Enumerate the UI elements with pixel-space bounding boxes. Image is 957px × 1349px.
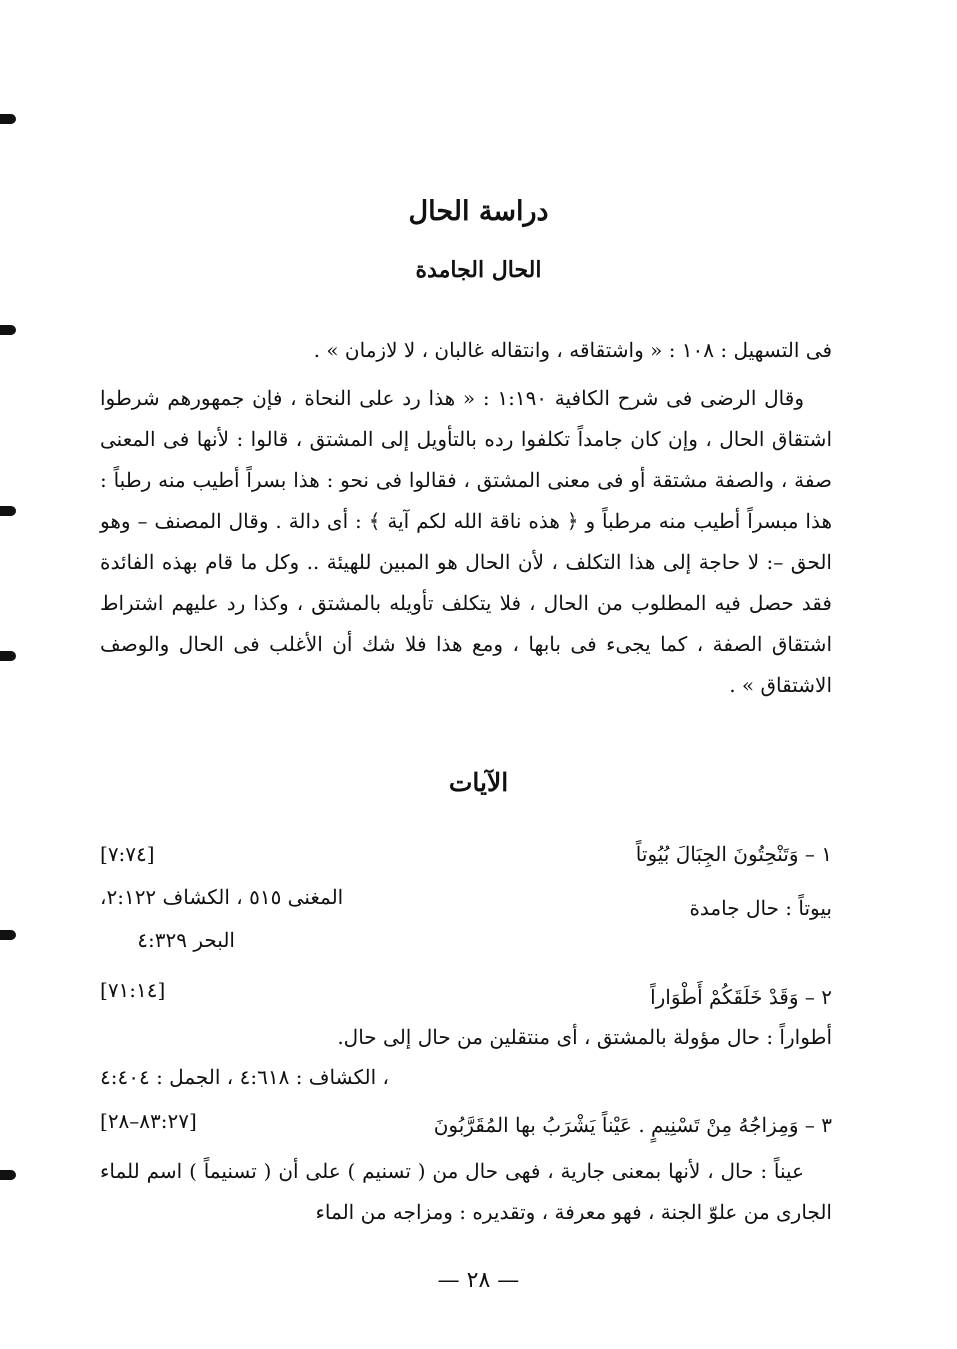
section-subtitle: الحال الجامدة <box>415 257 542 283</box>
verses-heading: الآيات <box>448 768 509 797</box>
margin-mark <box>0 651 16 661</box>
verse-text: ٣ – وَمِزاجُهُ مِنْ تَسْنِيمٍ . عَيْناً يَشْرَبُ بها المُقَرَّبُونَ <box>433 1113 832 1137</box>
intro-line: فى التسهيل : ١٠٨ : « واشتقاقه ، وانتقاله غالبان ، لا لازمان » . <box>313 338 832 362</box>
verse-source: ، الكشاف : ٤:٦١٨ ، الجمل : ٤:٤٠٤ <box>100 1065 389 1089</box>
margin-mark <box>0 506 16 516</box>
margin-mark <box>0 1170 16 1180</box>
verse-comment: أطواراً : حال مؤولة بالمشتق ، أى منتقلين من حال إلى حال. <box>337 1025 832 1049</box>
verse-reference: [٧١:١٤] <box>100 978 166 1002</box>
page-title: دراسة الحال <box>408 196 549 227</box>
verse-text: ٢ – وَقَدْ خَلَقَكُمْ أَطْوَاراً <box>650 985 832 1009</box>
verse-text: ١ – وَتَنْحِتُونَ الجِبَالَ بُيُوتاً <box>635 842 832 866</box>
verse-reference: [٧:٧٤] <box>100 842 155 866</box>
margin-mark <box>0 325 16 335</box>
verse-comment: عيناً : حال ، لأنها بمعنى جارية ، فهى حال من ( تسنيم ) على أن ( تسنيماً ) اسم للماء الجارى من علوّ الجنة ، فهو معرفة ، وتقديره : ومزاجه من الماء <box>100 1159 832 1224</box>
verse-comment: بيوتاً : حال جامدة <box>689 896 832 920</box>
verse-reference: [٨٣:٢٧–٢٨] <box>100 1109 197 1133</box>
margin-mark <box>0 114 16 124</box>
verse-source: المغنى ٥١٥ ، الكشاف ٢:١٢٢، <box>100 885 344 909</box>
quote-paragraph: وقال الرضى فى شرح الكافية ١:١٩٠ : « هذا رد على النحاة ، فإن جمهورهم شرطوا اشتقاق الحال ، وإن كان جامداً تكلفوا رده بالتأويل إلى المشتق ، قالوا : لأنها فى المعنى صفة ، والصفة مشتقة أو فى معنى المشتق ، فقالوا فى نحو : هذا بسراً أطيب منه رطباً : هذا مبسراً أطيب منه مرطباً و ﴿ هذه ناقة الله لكم آية ﴾ : أى دالة . وقال المصنف – وهو الحق –: لا حاجة إلى هذا التكلف ، لأن الحال هو المبين للهيئة .. وكل ما قام بهذه الفائدة فقد حصل فيه المطلوب من الحال ، فلا يتكلف تأويله بالمشتق ، وكذا رد عليهم اشتراط اشتقاق الصفة ، كما يجىء فى بابها ، ومع هذا فلا شك أن الأغلب فى الحال والوصف الاشتقاق » . <box>100 386 832 697</box>
page-number: — ٢٨ — <box>437 1268 520 1293</box>
verse-source: البحر ٤:٣٢٩ <box>137 928 235 952</box>
margin-mark <box>0 930 16 940</box>
